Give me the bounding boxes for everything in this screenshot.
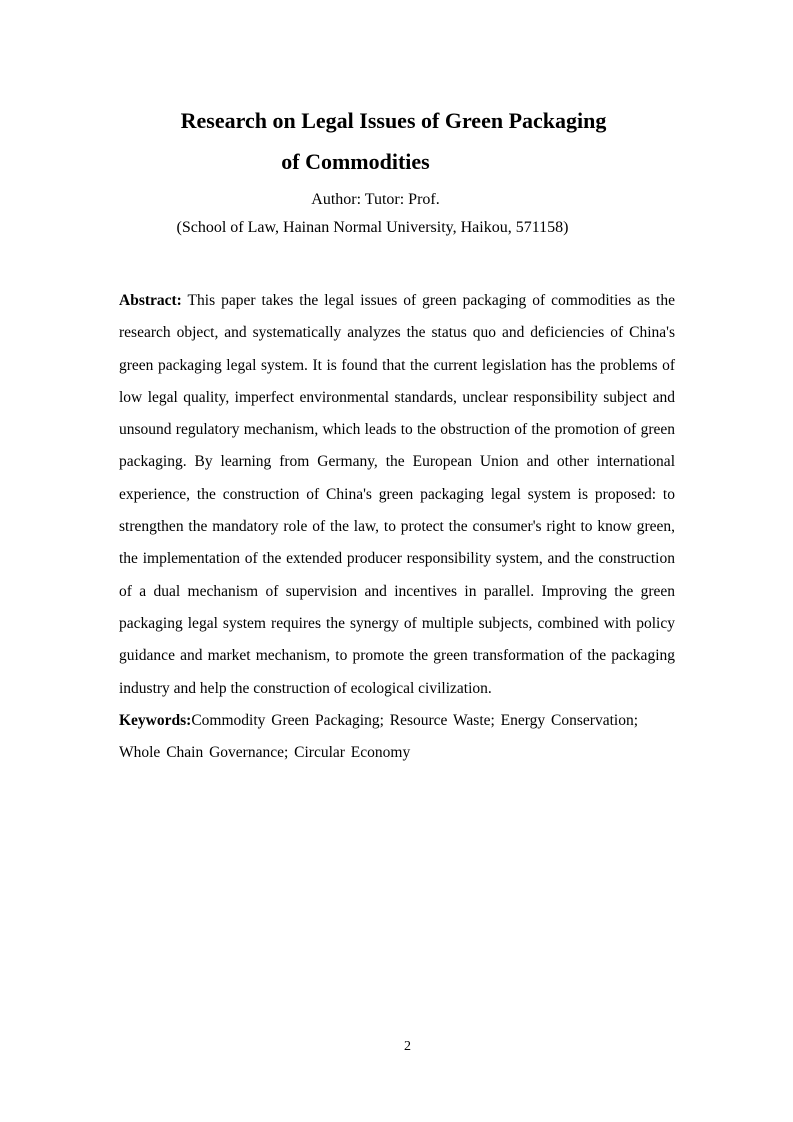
paper-title-line-2 — [0, 151, 793, 173]
abstract-label: Abstract: — [119, 292, 182, 309]
abstract-text: This paper takes the legal issues of green packaging of commodities as the research object, and systematically analyzes the status quo and deficiencies of China's green packaging legal system. It is found that the current legislation has the problems of low legal quality, imperfect environmental standards, unclear responsibility subject and unsound regulatory mechanism, which leads to the obstruction of the promotion of green packaging. By learning from Germany, the European Union and other international experience, the construction of China's green packaging legal system is proposed: to strengthen the mandatory role of the law, to protect the consumer's right to know green, the implementation of the extended producer responsibility system, and the construction of a dual mechanism of supervision and incentives in parallel. Improving the green packaging legal system requires the synergy of multiple subjects, combined with policy guidance and market mechanism, to promote the green transformation of the packaging industry and help the construction of ecological civilization. — [119, 292, 675, 697]
author-text: Author: Tutor: Prof. — [311, 191, 440, 208]
paper-title-line-1 — [0, 110, 793, 132]
keywords-line-2: Whole Chain Governance; Circular Economy — [119, 744, 411, 762]
keywords-label: Keywords: — [119, 711, 192, 729]
keywords-line-1: Commodity Green Packaging; Resource Waste; Energy Conservation; — [191, 711, 639, 729]
paper-title-text-2: of Commodities — [281, 149, 430, 174]
page-body — [119, 285, 675, 769]
abstract-paragraph — [119, 285, 675, 705]
affiliation-text: (School of Law, Hainan Normal University, Haikou, 571158) — [176, 219, 569, 236]
paper-title-text-1: Research on Legal Issues of Green Packaging — [180, 108, 607, 133]
page-number-text: 2 — [404, 1039, 411, 1054]
page-number — [0, 1040, 793, 1054]
author-line — [0, 192, 793, 208]
keywords-paragraph — [119, 705, 675, 770]
affiliation-line — [0, 220, 793, 236]
